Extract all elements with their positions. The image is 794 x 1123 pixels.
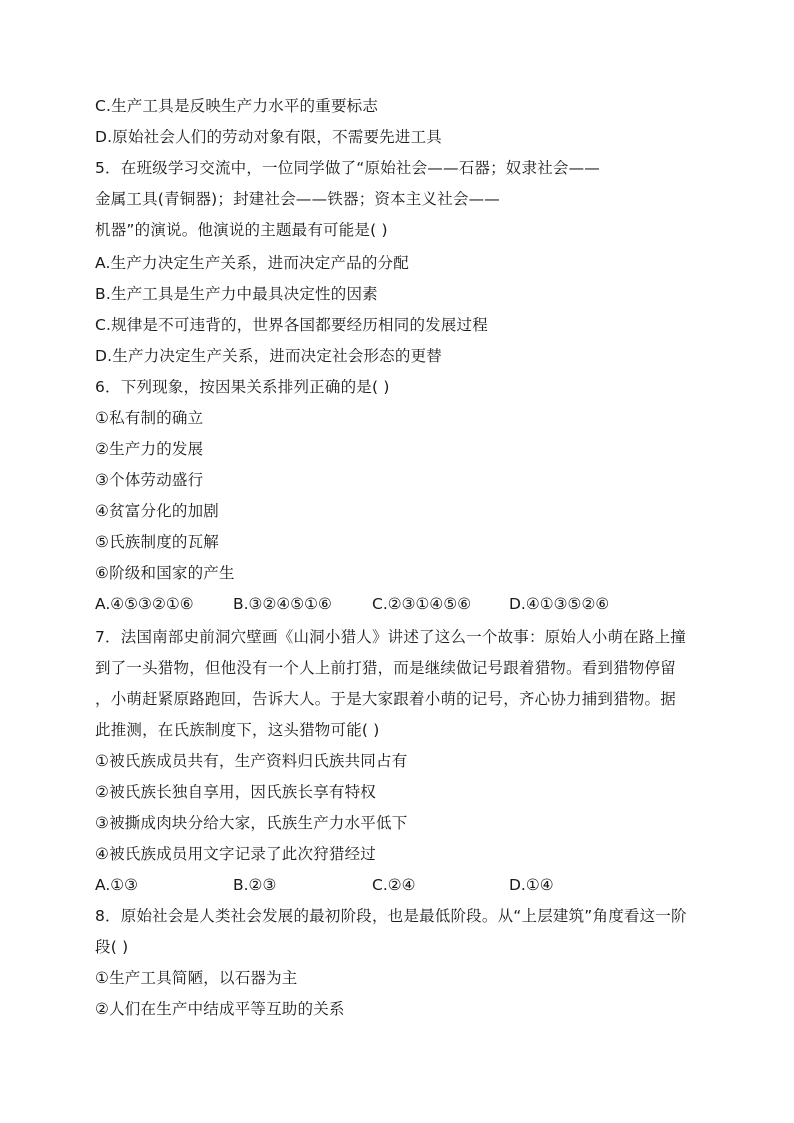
q8-item-2: ②人们在生产中结成平等互助的关系 bbox=[95, 1000, 345, 1018]
q5-option-b: B.生产工具是生产力中最具决定性的因素 bbox=[95, 285, 378, 303]
q7-stem-line-3: ，小萌赶紧原路跑回，告诉大人。于是大家跟着小萌的记号，齐心协力捕到猎物。据 bbox=[95, 690, 676, 708]
q7-option-a: A.①③ bbox=[95, 876, 139, 894]
q7-item-2: ②被氏族长独自享用，因氏族长享有特权 bbox=[95, 783, 376, 801]
q4-option-c: C.生产工具是反映生产力水平的重要标志 bbox=[95, 97, 379, 115]
q7-stem-line-1: 7．法国南部史前洞穴壁画《山洞小猎人》讲述了这么一个故事：原始人小萌在路上撞 bbox=[95, 628, 686, 646]
q6-option-a: A.④⑤③②①⑥ bbox=[95, 595, 194, 613]
q7-options-row bbox=[95, 875, 715, 895]
q6-stem: 6．下列现象，按因果关系排列正确的是( ) bbox=[95, 378, 390, 396]
q5-stem-line-1: 5．在班级学习交流中，一位同学做了“原始社会——石器；奴隶社会—— bbox=[95, 159, 600, 177]
q5-stem-line-3: 机器”的演说。他演说的主题最有可能是( ) bbox=[95, 221, 388, 239]
q8-item-1: ①生产工具简陋，以石器为主 bbox=[95, 969, 298, 987]
q6-item-4: ④贫富分化的加剧 bbox=[95, 502, 219, 520]
q7-option-c: C.②④ bbox=[372, 876, 416, 894]
q7-stem-line-2: 到了一头猎物，但他没有一个人上前打猎，而是继续做记号跟着猎物。看到猎物停留 bbox=[95, 659, 676, 677]
q6-item-5: ⑤氏族制度的瓦解 bbox=[95, 533, 219, 551]
q7-option-d: D.①④ bbox=[509, 876, 554, 894]
q7-option-b: B.②③ bbox=[233, 876, 277, 894]
q6-item-6: ⑥阶级和国家的产生 bbox=[95, 564, 235, 582]
q5-option-c: C.规律是不可违背的，世界各国都要经历相同的发展过程 bbox=[95, 316, 488, 334]
q6-item-2: ②生产力的发展 bbox=[95, 440, 204, 458]
q6-option-d: D.④①③⑤②⑥ bbox=[509, 595, 610, 613]
q8-stem-line-1: 8．原始社会是人类社会发展的最初阶段，也是最低阶段。从“上层建筑”角度看这一阶 bbox=[95, 907, 687, 925]
q7-item-3: ③被撕成肉块分给大家，氏族生产力水平低下 bbox=[95, 814, 408, 832]
q7-stem-line-4: 此推测，在氏族制度下，这头猎物可能( ) bbox=[95, 721, 380, 739]
q5-option-d: D.生产力决定生产关系，进而决定社会形态的更替 bbox=[95, 347, 442, 365]
q6-item-1: ①私有制的确立 bbox=[95, 409, 204, 427]
q8-stem-line-2: 段( ) bbox=[95, 938, 129, 956]
q6-option-c: C.②③①④⑤⑥ bbox=[372, 595, 472, 613]
q6-item-3: ③个体劳动盛行 bbox=[95, 471, 204, 489]
q6-option-b: B.③②④⑤①⑥ bbox=[233, 595, 332, 613]
q4-option-d: D.原始社会人们的劳动对象有限，不需要先进工具 bbox=[95, 128, 442, 146]
q5-stem-line-2: 金属工具(青铜器)；封建社会——铁器；资本主义社会—— bbox=[95, 190, 500, 208]
q6-options-row bbox=[95, 594, 715, 614]
q7-item-4: ④被氏族成员用文字记录了此次狩猎经过 bbox=[95, 845, 376, 863]
q7-item-1: ①被氏族成员共有，生产资料归氏族共同占有 bbox=[95, 752, 408, 770]
q5-option-a: A.生产力决定生产关系，进而决定产品的分配 bbox=[95, 254, 409, 272]
